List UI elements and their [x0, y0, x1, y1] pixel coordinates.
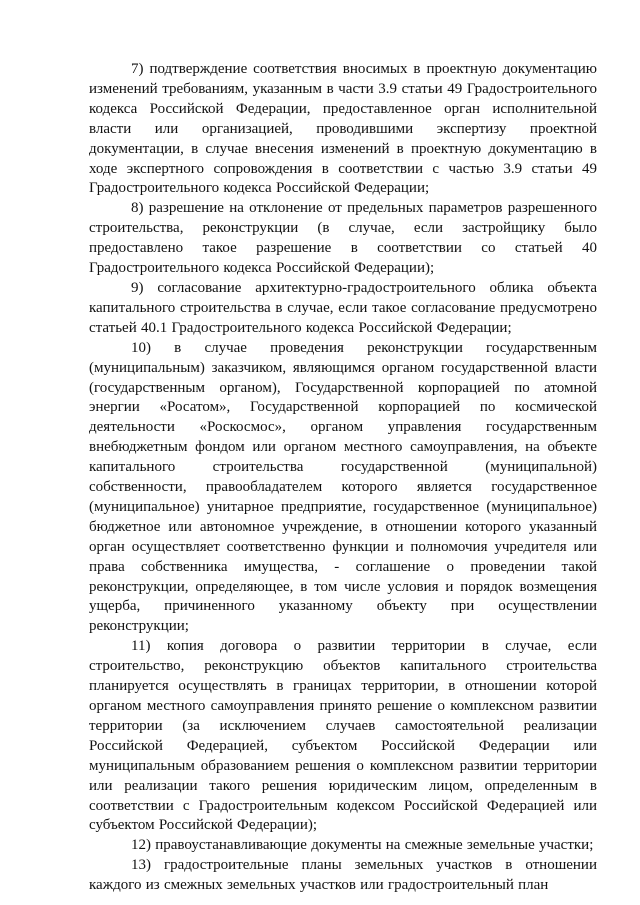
paragraph-item-11: 11) копия договора о развитии территории в случае, если строительство, реконструкцию объектов капитального строительства планируется осуществлять в границах территории, в отношении которой органом местного самоуправления принято решение о комплексном развитии территории (за исключением случаев самостоятельной реализации Российской Федерацией, субъектом Российской Федерации или муниципальным образованием решения о комплексном развитии территории или реализации такого решения юридическим лицом, определенным в соответствии с Градостроительным кодексом Российской Федерацией или субъектом Российской Федерации);	[89, 638, 597, 834]
paragraph-item-13: 13) градостроительные планы земельных участков в отношении каждого из смежных земельных участков или градостроительный план	[89, 857, 597, 894]
paragraph-item-12: 12) правоустанавливающие документы на смежные земельные участки;	[131, 837, 594, 854]
paragraph-item-9: 9) согласование архитектурно-градостроительного облика объекта капитального строительства в случае, если такое согласование предусмотрено статьей 40.1 Градостроительного кодекса Российской Федерации;	[89, 279, 597, 336]
paragraph-item-10: 10) в случае проведения реконструкции государственным (муниципальным) заказчиком, являющимся органом государственной власти (государственным органом), Государственной корпорацией по атомной энергии «Росатом», Государственной корпорацией по космической деятельности «Роскосмос», органом управления государственным внебюджетным фондом или органом местного самоуправления, на объекте капитального строительства государственной (муниципальной) собственности, правообладателем которого является государственное (муниципальное) унитарное предприятие, государственное (муниципальное) бюджетное или автономное учреждение, в отношении которого указанный орган осуществляет соответственно функции и полномочия учредителя или права собственника имущества, - соглашение о проведении такой реконструкции, определяющее, в том числе условия и порядок возмещения ущерба, причиненного указанному объекту при осуществлении реконструкции;	[89, 339, 597, 635]
paragraph-item-8: 8) разрешение на отклонение от предельных параметров разрешенного строительства, реконструкции (в случае, если застройщику было предоставлено такое разрешение в соответствии со статьей 40 Градостроительного кодекса Российской Федерации);	[89, 200, 597, 277]
paragraph-item-7: 7) подтверждение соответствия вносимых в проектную документацию изменений требованиям, указанным в части 3.9 статьи 49 Градостроительного кодекса Российской Федерации, предоставленное орган исполнительной власти или организацией, проводившими экспертизу проектной документации, в случае внесения изменений в проектную документацию в ходе экспертного сопровождения в соответствии с частью 3.9 статьи 49 Градостроительного кодекса Российской Федерации;	[89, 61, 597, 197]
document-page	[89, 60, 597, 896]
